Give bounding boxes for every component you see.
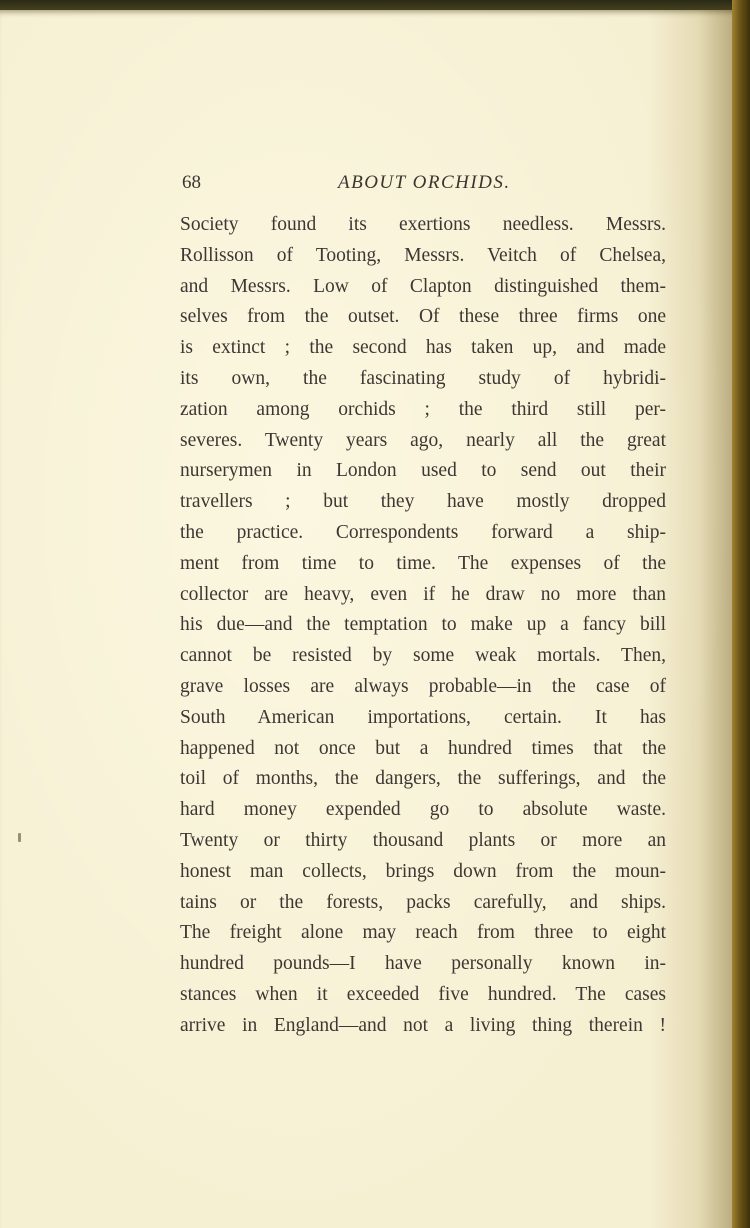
text-line: happened not once but a hundred times that the	[180, 737, 666, 759]
page-number: 68	[182, 172, 201, 193]
text-line: hundred pounds—I have personally known in-	[180, 953, 666, 975]
text-line: arrive in England—and not a living thing therein !	[180, 1014, 666, 1036]
text-line: South American importations, certain. It has	[180, 706, 666, 728]
text-line: toil of months, the dangers, the sufferings, and the	[180, 768, 666, 790]
body-text	[180, 210, 666, 1042]
text-line: travellers ; but they have mostly dropped	[180, 491, 666, 513]
text-line: the practice. Correspondents forward a ship-	[180, 521, 666, 543]
book-spine-edge	[732, 0, 750, 1228]
text-line: Rollisson of Tooting, Messrs. Veitch of Chelsea,	[180, 244, 666, 266]
running-title: ABOUT ORCHIDS.	[338, 172, 511, 193]
text-line: zation among orchids ; the third still per-	[180, 398, 666, 420]
text-line: Society found its exertions needless. Messrs.	[180, 214, 666, 235]
text-line: tains or the forests, packs carefully, and ships.	[180, 891, 666, 913]
text-line: and Messrs. Low of Clapton distinguished them-	[180, 275, 666, 297]
text-line: ment from time to time. The expenses of the	[180, 552, 666, 574]
text-line: stances when it exceeded five hundred. The cases	[180, 983, 666, 1005]
text-line: grave losses are always probable—in the case of	[180, 675, 666, 697]
paper-speck	[18, 833, 21, 842]
text-line: is extinct ; the second has taken up, and made	[180, 337, 666, 359]
text-line: his due—and the temptation to make up a fancy bill	[180, 614, 666, 636]
page-header	[182, 172, 662, 196]
text-line: honest man collects, brings down from the moun-	[180, 860, 666, 882]
text-line: severes. Twenty years ago, nearly all the great	[180, 429, 666, 451]
text-line: nurserymen in London used to send out their	[180, 460, 666, 482]
text-line: Twenty or thirty thousand plants or more an	[180, 829, 666, 851]
text-line: The freight alone may reach from three to eight	[180, 922, 666, 944]
text-line: its own, the fascinating study of hybridi-	[180, 367, 666, 389]
text-line: collector are heavy, even if he draw no more than	[180, 583, 666, 605]
text-line: cannot be resisted by some weak mortals. Then,	[180, 645, 666, 667]
text-line: hard money expended go to absolute waste.	[180, 799, 666, 821]
text-line: selves from the outset. Of these three firms one	[180, 306, 666, 328]
